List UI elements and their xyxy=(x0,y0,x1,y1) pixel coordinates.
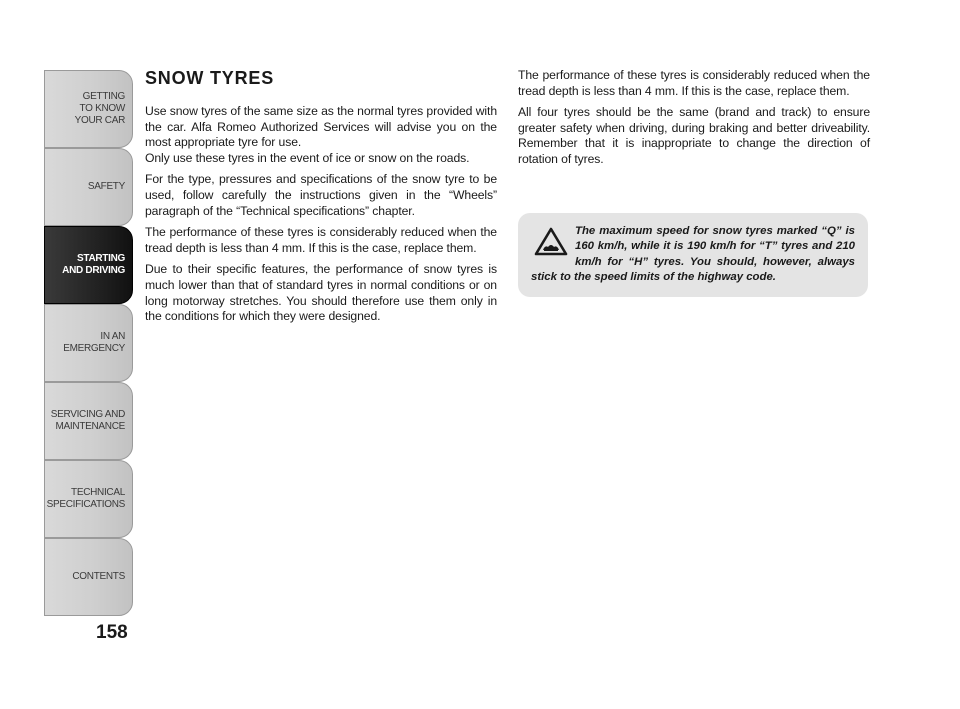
paragraph: All four tyres should be the same (brand and track) to ensure greater safety when driving, during braking and better driveability. Remember that it is inappropriate to change the direction of rotation of tyres. xyxy=(518,105,870,166)
paragraph: Only use these tyres in the event of ice or snow on the roads. xyxy=(145,150,470,165)
tab-servicing-and-maintenance[interactable]: SERVICING AND MAINTENANCE xyxy=(44,382,133,460)
tab-technical-specifications[interactable]: TECHNICAL SPECIFICATIONS xyxy=(44,460,133,538)
paragraph: The performance of these tyres is considerably reduced when the tread depth is less than 4 mm. If this is the case, replace them. xyxy=(518,68,870,98)
tab-getting-to-know-your-car[interactable]: GETTING TO KNOW YOUR CAR xyxy=(44,70,133,148)
tab-in-an-emergency[interactable]: IN AN EMERGENCY xyxy=(44,304,133,382)
warning-box xyxy=(518,213,868,297)
paragraph: Due to their specific features, the performance of snow tyres is much lower than that of standard tyres in normal conditions or on long motorway stretches. You should therefore use them only in the conditions for which they were designed. xyxy=(145,262,497,324)
section-title: SNOW TYRES xyxy=(145,68,275,88)
warning-triangle-icon xyxy=(534,227,568,257)
paragraph: The performance of these tyres is considerably reduced when the tread depth is less than 4 mm. If this is the case, replace them. xyxy=(145,225,497,255)
left-column xyxy=(145,68,497,331)
page-number: 158 xyxy=(96,622,128,643)
paragraph: For the type, pressures and specifications of the snow tyre to be used, follow carefully the instructions given in the “Wheels” paragraph of the “Technical specifications” chapter. xyxy=(145,172,497,218)
right-column xyxy=(518,68,870,174)
warning-text: The maximum speed for snow tyres marked “Q” is 160 km/h, while it is 190 km/h for “T” tyres and 210 km/h for “H” tyres. You should, however, always stick to the speed limits of the highway code. xyxy=(531,225,855,284)
tab-starting-and-driving[interactable]: STARTING AND DRIVING xyxy=(44,226,133,304)
tab-contents[interactable]: CONTENTS xyxy=(44,538,133,616)
tab-safety[interactable]: SAFETY xyxy=(44,148,133,226)
paragraph: Use snow tyres of the same size as the normal tyres provided with the car. Alfa Romeo Authorized Services will advise you on the most appropriate tyre for use. xyxy=(145,104,497,150)
